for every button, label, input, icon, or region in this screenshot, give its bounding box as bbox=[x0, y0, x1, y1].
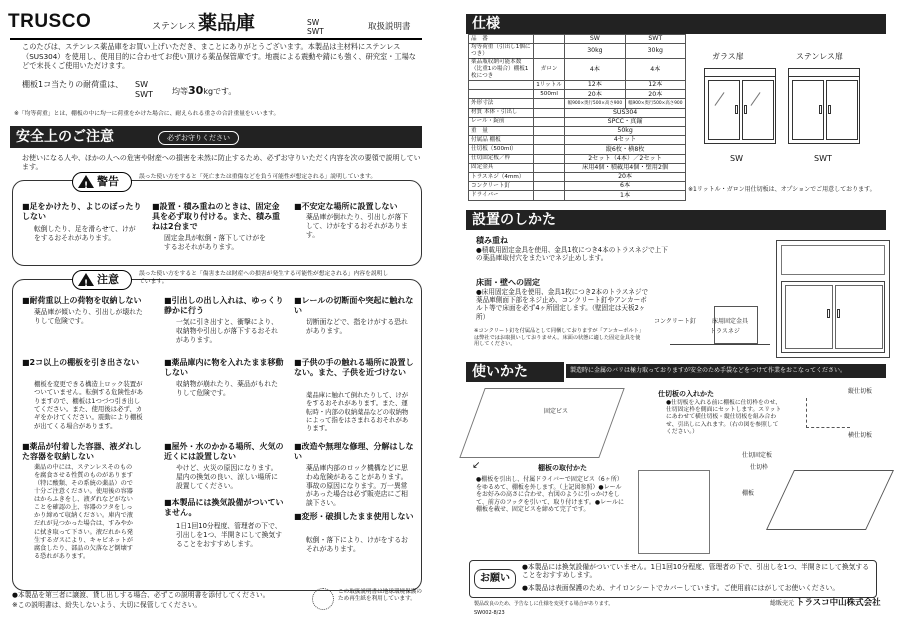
spec-title: 仕様 bbox=[472, 16, 500, 32]
horizontal-partition-label: 横仕切板 bbox=[848, 432, 873, 439]
brand-logo: TRUSCO bbox=[8, 11, 92, 32]
stacked-cabinet-figure bbox=[776, 240, 890, 358]
usage-section-bar bbox=[466, 362, 564, 382]
caution-item-body: 棚板を変更できる構造上ロック装置がついていません。転倒する危険性がありますので、棚板は1つづつ引き出してください。また、使用後は必ず、カギをかけてください。震動により棚板が出てくる場合があります。 bbox=[34, 380, 144, 430]
spec-label: 品 番 bbox=[469, 35, 534, 44]
caution-item-body: 薬品庫が傾いたり、引出しが壊れたりして危険です。 bbox=[34, 308, 143, 325]
caution-item-body: 一気に引き出すと、衝撃により、収納物や引出しが落下するおそれがあります。 bbox=[176, 318, 278, 344]
spec-value: 30kg bbox=[625, 44, 685, 59]
install-note: ※コンクリート釘を付属品として同梱しておりますが「アンカーボルト」は弊社ではお取扱いしておりません。床面の状態に適した固定金具を使用してください。 bbox=[474, 328, 642, 347]
floor-heading: 床面・壁への固定 bbox=[476, 278, 540, 287]
glass-door-cabinet-figure bbox=[704, 68, 776, 144]
caution-item-body: やけど、火災の原因になります。屋内の換気の良い、涼しい場所に設置してください。 bbox=[176, 464, 278, 490]
safety-intro: お使いになる人や、ほかの人への危害や財産への損害を未然に防止するため、必ずお守りいただく内容を次の要領で説明しています。 bbox=[22, 154, 421, 171]
warning-item-head: ■足をかけたり、よじのぼったりしない bbox=[22, 202, 142, 221]
spec-sub bbox=[534, 127, 565, 136]
caution-item-body: 薬品庫内部のロック機構などに思わぬ危険があることがあります。事故の原因になります。万一異常があった場合は必ず販売店にご相談下さい。 bbox=[306, 464, 408, 508]
spec-sub: 1リットル bbox=[534, 81, 565, 90]
spec-sub bbox=[534, 163, 565, 172]
spec-label: レール・錠前 bbox=[469, 117, 534, 126]
spec-row bbox=[469, 90, 686, 99]
stainless-door-label: ステンレス扉 bbox=[796, 52, 843, 61]
spec-sub: 500ml bbox=[534, 90, 565, 99]
capacity-sw: SW bbox=[135, 80, 148, 89]
model-sw: SW bbox=[307, 18, 320, 27]
caution-item-head: ■2コ以上の棚板を引き出さない bbox=[22, 358, 140, 367]
spec-label: 仕切板（500ml） bbox=[469, 145, 534, 154]
caution-item-body: 薬品の中には、ステンレスそのものを腐食させる性質のものがあります（特に酸類、その系統の薬品）ので十分ご注意ください。使用後の容器はからふきをし、液ダれなどがないことを確認の上、容器のフタをしっかり締めて収納ください。庫内で液だれが見つかった場合は、すみやかに拭き取って下さい。液だれから発生するガスにより、キャビネットが腐食したり、部品の欠落など倒壊する恐れがあります。 bbox=[34, 464, 133, 560]
warning-item-body: 薬品庫が倒れたり、引出しが落下して、けがをするおそれがあります。 bbox=[306, 213, 408, 239]
shelf-heading: 棚板の取付かた bbox=[538, 464, 587, 472]
keep-note: ※この説明書は、紛失しないよう、大切に保管してください。 bbox=[12, 601, 202, 609]
spec-value: 20本 bbox=[565, 90, 625, 99]
spec-label: 仕切固定板／枠 bbox=[469, 154, 534, 163]
spec-row bbox=[469, 117, 686, 126]
caution-item-head: ■改造や無理な修理、分解はしない bbox=[294, 442, 414, 461]
install-section-bar bbox=[466, 210, 886, 230]
bracket-label: 床用固定金具 bbox=[712, 318, 749, 325]
stack-heading: 積み重ね bbox=[476, 236, 508, 245]
spec-value: 幅900×奥行500×高さ900 bbox=[625, 99, 685, 108]
warning-label: ! 警告 bbox=[72, 172, 132, 192]
caution-item-head: ■耐荷重以上の荷物を収納しない bbox=[22, 296, 142, 305]
arrow-icon: ↙ bbox=[472, 460, 481, 471]
caution-label: ! 注意 bbox=[72, 270, 132, 290]
caution-item-head: ■薬品庫内に物を入れたまま移動しない bbox=[164, 358, 284, 377]
spec-row bbox=[469, 127, 686, 136]
spec-row bbox=[469, 44, 686, 59]
spec-sub bbox=[534, 172, 565, 181]
spec-sub bbox=[534, 117, 565, 126]
spec-label: トラスネジ（4mm） bbox=[469, 172, 534, 181]
spec-sub bbox=[534, 99, 565, 108]
warning-item-head: ■不安定な場所に設置しない bbox=[294, 202, 398, 211]
spec-label bbox=[469, 81, 534, 90]
spec-row bbox=[469, 145, 686, 154]
capacity-label: 棚板1コ当たりの耐荷重は、 bbox=[22, 80, 124, 89]
spec-value: 4本 bbox=[625, 59, 685, 81]
load-note: ※「均等荷重」とは、棚板の中に均一に荷重をかけた場合に、耐えられる重さの合計重量をいいます。 bbox=[14, 111, 280, 117]
caution-item-body: 1日1回10分程度、管理者の下で、引出しを1つ、半開きにして換気することをおすすめします。 bbox=[176, 522, 283, 548]
option-note: ※1リットル・ガロン用仕切板は、オプションでご用意しております。 bbox=[688, 186, 876, 193]
capacity-load: 均等30kgです。 bbox=[172, 84, 237, 97]
spec-value: 6本 bbox=[565, 182, 686, 191]
caution-item-body: 転倒・落下により、けがをするおそれがあります。 bbox=[306, 536, 408, 553]
partition-tray-figure bbox=[766, 470, 894, 530]
warning-desc: 誤った使い方をすると「死亡または重傷などを負う可能性が想定される」説明しています。 bbox=[139, 174, 377, 180]
partition-body: ●仕切板を入れる前に棚板に仕切枠をのせ、仕切固定枠を側面にセットします。スリットにあわせて横仕切板・縦仕切板を組み合わせ、引出しに入れます。（右の図を参照してください。） bbox=[666, 400, 782, 435]
page-title: 薬品庫 bbox=[198, 12, 256, 34]
warning-item-head: ■設置・積み重ねのときは、固定金具を必ず取り付ける。また、積み重ねは2台まで bbox=[152, 202, 280, 231]
request-film: ●本製品は表面保護のため、ナイロンシートでカバーしています。ご使用前にはがしてお使いください。 bbox=[522, 584, 840, 592]
spec-change-note: 製品改良のため、予告なしに仕様を変更する場合があります。 bbox=[474, 601, 614, 607]
spec-value: 2セット（4本）／2セット bbox=[565, 154, 686, 163]
spec-section-bar bbox=[466, 14, 886, 34]
frame-label: 仕切枠 bbox=[750, 464, 769, 471]
spec-value: 4セット bbox=[565, 136, 686, 145]
spec-sub bbox=[534, 154, 565, 163]
company-name: 総販売元 トラスコ中山株式会社 bbox=[770, 598, 881, 608]
usage-title: 使いかた bbox=[472, 364, 528, 380]
spec-label: 材質 本体・引出し bbox=[469, 108, 534, 117]
spec-value: 床用4個・積載用4個・壁用2個 bbox=[565, 163, 686, 172]
caution-item-head: ■子供の手の触れる場所に設置しない。また、子供を近づけない bbox=[294, 358, 414, 377]
spec-label: 付属品 棚板 bbox=[469, 136, 534, 145]
partition-plates-figure bbox=[806, 398, 850, 428]
screw-label: トラスネジ bbox=[710, 328, 740, 335]
spec-sub bbox=[534, 136, 565, 145]
spec-value: 縦6枚・横8枚 bbox=[565, 145, 686, 154]
spec-row bbox=[469, 191, 686, 200]
spec-label: 重 量 bbox=[469, 127, 534, 136]
fix-plate-label: 仕切固定板 bbox=[742, 452, 773, 459]
spec-value: 50kg bbox=[565, 127, 686, 136]
doc-code: SW002-8/23 bbox=[474, 610, 505, 616]
spec-label bbox=[469, 90, 534, 99]
warning-triangle-icon bbox=[78, 175, 94, 188]
shelf-body: ●棚板を引出し、付属ドライバーで固定ビス（6ヶ所）をゆるめて、棚板を外します。（上記図参照）●レールをお好みの高さに合わせ、右図のように引っかけをして、前方のフックを引いて、取り付けます。●レールに棚板を載せ、固定ビスを締めて完了です。 bbox=[476, 476, 624, 513]
spec-label: ドライバー bbox=[469, 191, 534, 200]
transfer-note: ●本製品を第三者に譲渡、貸し出しする場合、必ずこの説明書を添付してください。 bbox=[12, 591, 270, 599]
spec-row bbox=[469, 172, 686, 181]
caution-item-head: ■引出しの出し入れは、ゆっくり静かに行う bbox=[164, 296, 284, 315]
caution-item-body: 切断面などで、指をけがする恐れがあります。 bbox=[306, 318, 408, 335]
capacity-swt: SWT bbox=[135, 90, 153, 99]
spec-row bbox=[469, 136, 686, 145]
spec-label: コンクリート釘 bbox=[469, 182, 534, 191]
rail-figure bbox=[638, 470, 710, 554]
glass-door-label: ガラス扉 bbox=[712, 52, 744, 61]
spec-value: 30kg bbox=[565, 44, 625, 59]
warning-item-body: 固定金具が転倒・落下してけがをするおそれがあります。 bbox=[164, 234, 266, 251]
spec-value: SUS304 bbox=[565, 108, 686, 117]
figure-label-swt: SWT bbox=[814, 154, 832, 163]
spec-value: SWT bbox=[625, 35, 685, 44]
stainless-door-cabinet-figure bbox=[788, 68, 860, 144]
model-swt: SWT bbox=[307, 27, 324, 36]
spec-value: 4本 bbox=[565, 59, 625, 81]
caution-item-body: 収納物が崩れたり、薬品がもれたりして危険です。 bbox=[176, 380, 278, 397]
floor-line bbox=[670, 344, 770, 345]
manual-label: 取扱説明書 bbox=[368, 22, 411, 32]
stack-body: ●積載用固定金具を使用、金具1枚につき4本のトラスネジで上下の薬品庫取付穴をまたいでネジ止めします。 bbox=[476, 246, 668, 263]
request-ventilation: ●本製品には換気設備がついていません。1日1回10分程度、管理者の下で、引出しを1つ、半開きにして換気することをおすすめします。 bbox=[522, 563, 870, 580]
floor-body: ●床用固定金具を使用、金具1枚につき2本のトラスネジで薬品庫側面下部をネジ止め、コンクリート釘やアンカーボルト等で床面を必ず4ヶ所固定します。（壁固定は天板2ヶ所） bbox=[476, 288, 649, 321]
drawer-figure bbox=[459, 388, 624, 458]
figure-label-sw: SW bbox=[730, 154, 743, 163]
spec-label: 固定金具 bbox=[469, 163, 534, 172]
spec-label: 均等荷重（引出し1個につき） bbox=[469, 44, 534, 59]
spec-value: 20本 bbox=[565, 172, 686, 181]
caution-item-head: ■変形・破損したまま使用しない bbox=[294, 512, 414, 521]
caution-item-head: ■本製品には換気設備がついていません。 bbox=[164, 498, 284, 517]
intro-text: このたびは、ステンレス薬品庫をお買い上げいただき、まことにありがとうございます。本製品は主材料にステンレス（SUS304）を使用し、使用目的に合わせてお使い頂ける薬品保管庫です。地震による震動や錆にも強く、研究室・工場などで末長くご使用いただけます。 bbox=[22, 42, 416, 71]
request-label: お願い bbox=[474, 569, 516, 589]
vertical-partition-label: 縦仕切板 bbox=[848, 388, 873, 395]
spec-value: 12本 bbox=[625, 81, 685, 90]
fixed-screw-label: 固定ビス bbox=[544, 408, 569, 415]
caution-item-head: ■レールの切断面や突起に触れない bbox=[294, 296, 414, 315]
install-title: 設置のしかた bbox=[472, 212, 556, 228]
header-rule bbox=[10, 38, 422, 40]
spec-label: 薬品瓶収納可能本数（比重1の場合）棚板1枚につき bbox=[469, 59, 534, 81]
spec-sub bbox=[534, 182, 565, 191]
spec-value: 20本 bbox=[625, 90, 685, 99]
spec-row bbox=[469, 99, 686, 108]
recycle-note: この取扱説明書は地球環境保護のため再生紙を利用しています。 bbox=[338, 589, 422, 602]
spec-table bbox=[468, 34, 686, 201]
spec-row bbox=[469, 108, 686, 117]
caution-desc: 誤った使い方をすると「傷害または財産への損害が発生する可能性が想定される」内容を説明しています。 bbox=[139, 271, 389, 285]
spec-row bbox=[469, 81, 686, 90]
spec-sub bbox=[534, 145, 565, 154]
bracket-figure bbox=[714, 306, 758, 344]
spec-sub: ガロン bbox=[534, 59, 565, 81]
caution-triangle-icon bbox=[78, 273, 94, 286]
spec-value: 幅900×奥行500×高さ900 bbox=[565, 99, 625, 108]
spec-row bbox=[469, 163, 686, 172]
spec-value: 12本 bbox=[565, 81, 625, 90]
caution-item-head: ■薬品が付着した容器、液ダれした容器を収納しない bbox=[22, 442, 142, 461]
partition-heading: 仕切板の入れかた bbox=[658, 390, 714, 398]
spec-value: 1本 bbox=[565, 191, 686, 200]
spec-row bbox=[469, 182, 686, 191]
product-category: ステンレス bbox=[152, 22, 196, 32]
spec-sub bbox=[534, 44, 565, 59]
spec-value: SPCC・真鍮 bbox=[565, 117, 686, 126]
spec-label: 外形寸法 bbox=[469, 99, 534, 108]
spec-row bbox=[469, 35, 686, 44]
must-follow-pill: 必ずお守りください bbox=[158, 131, 239, 145]
spec-sub bbox=[534, 108, 565, 117]
glove-banner: 製造時に金属のバリは極力取っておりますが安全のため手袋などをつけて作業をおこなってください。 bbox=[566, 364, 886, 378]
caution-item-body: 薬品庫に触れて倒れたりして、けがをするおそれがあります。また、運転時・内部の収納薬品などの収納物によって指をはさまれるおそれがあります。 bbox=[306, 391, 409, 433]
spec-row bbox=[469, 154, 686, 163]
warning-item-body: 転倒したり、足を滑らせて、けがをするおそれがあります。 bbox=[34, 225, 136, 242]
caution-item-head: ■屋外・水のかかる場所、火気の近くには設置しない bbox=[164, 442, 284, 461]
spec-value: SW bbox=[565, 35, 625, 44]
safety-title: 安全上のご注意 bbox=[16, 129, 114, 145]
spec-row bbox=[469, 59, 686, 81]
shelf-label: 棚板 bbox=[742, 490, 755, 497]
recycle-icon bbox=[312, 588, 334, 610]
nail-label: コンクリート釘 bbox=[654, 318, 696, 325]
spec-sub bbox=[534, 35, 565, 44]
spec-sub bbox=[534, 191, 565, 200]
